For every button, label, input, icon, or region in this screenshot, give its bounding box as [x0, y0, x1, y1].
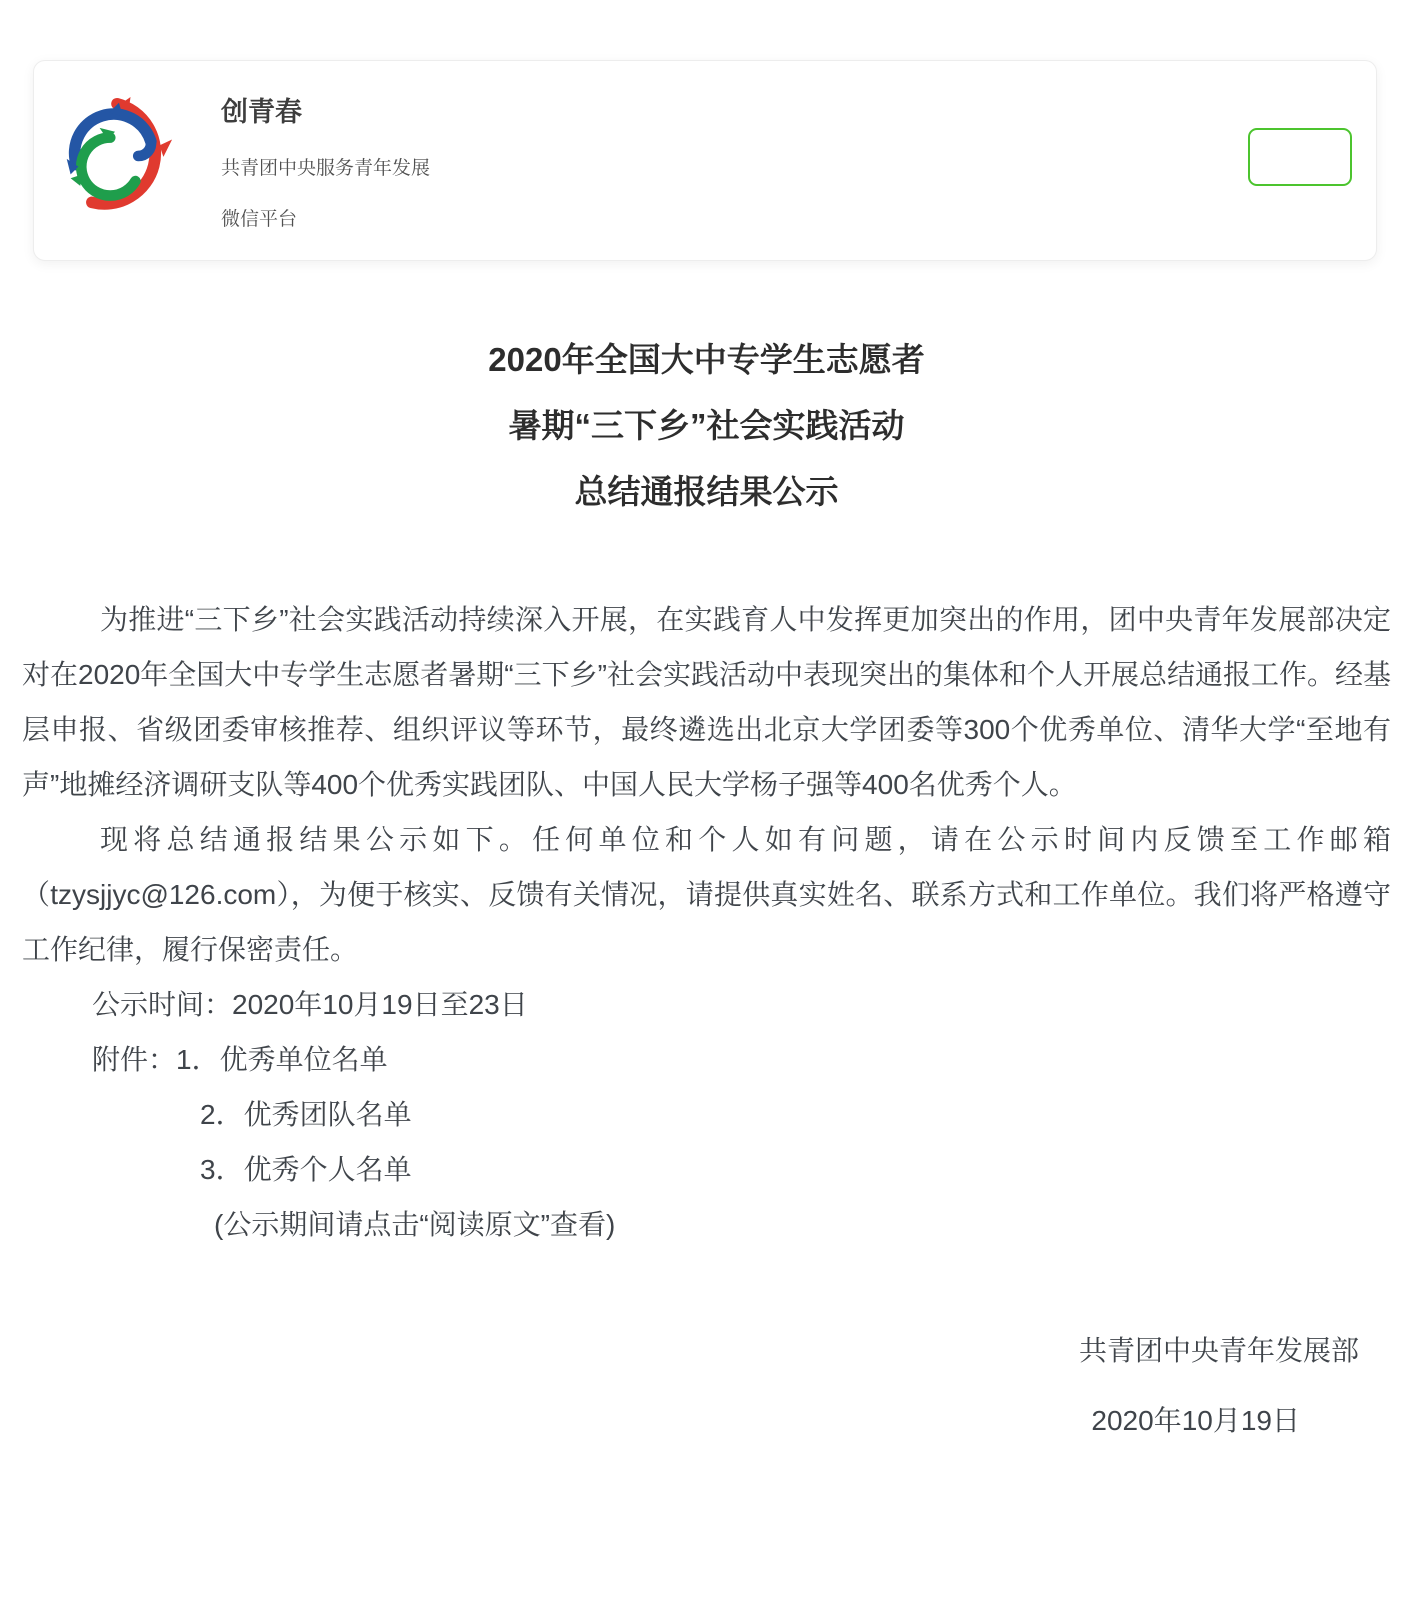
signature-org: 共青团中央青年发展部: [1078, 1335, 1359, 1366]
body-paragraph: 现将总结通报结果公示如下。任何单位和个人如有问题，请在公示时间内反馈至工作邮箱（tzysjjyc@126.com），为便于核实、反馈有关情况，请提供真实姓名、联系方式和工作单位。我们将严格遵守工作纪律，履行保密责任。: [22, 824, 1391, 965]
account-name: 创青春: [221, 97, 302, 127]
article-title-line: 暑期“三下乡”社会实践活动: [508, 407, 905, 444]
account-logo-icon: [59, 97, 175, 213]
account-subtitle: 共青团中央服务青年发展: [221, 158, 431, 179]
account-platform-label: 微信平台: [221, 209, 298, 230]
follow-button[interactable]: [1248, 128, 1352, 186]
official-account-card[interactable]: [33, 60, 1377, 261]
signature-block: [0, 1323, 1413, 1448]
account-info: [221, 97, 430, 231]
attachment-line-3: 3．优秀个人名单: [200, 1154, 412, 1185]
article-page: [0, 60, 1413, 1448]
attachment-line-1: 附件：1．优秀单位名单: [92, 1044, 388, 1075]
article-title-line: 2020年全国大中专学生志愿者: [488, 341, 925, 378]
attachment-line-2: 2．优秀团队名单: [200, 1099, 412, 1130]
attachment-note: (公示期间请点击“阅读原文”查看): [214, 1209, 616, 1240]
signature-date: 2020年10月19日: [1091, 1405, 1300, 1436]
body-paragraph: 为推进“三下乡”社会实践活动持续深入开展，在实践育人中发挥更加突出的作用，团中央青年发展部决定对在2020年全国大中专学生志愿者暑期“三下乡”社会实践活动中表现突出的集体和个人开展总结通报工作。经基层申报、省级团委审核推荐、组织评议等环节，最终遴选出北京大学团委等300个优秀单位、清华大学“至地有声”地摊经济调研支队等400个优秀实践团队、中国人民大学杨子强等400名优秀个人。: [22, 604, 1391, 800]
notice-time-line: 公示时间：2020年10月19日至23日: [92, 989, 528, 1020]
article-title: [0, 327, 1413, 525]
article-title-line: 总结通报结果公示: [574, 473, 839, 510]
article-body: [0, 592, 1413, 1252]
